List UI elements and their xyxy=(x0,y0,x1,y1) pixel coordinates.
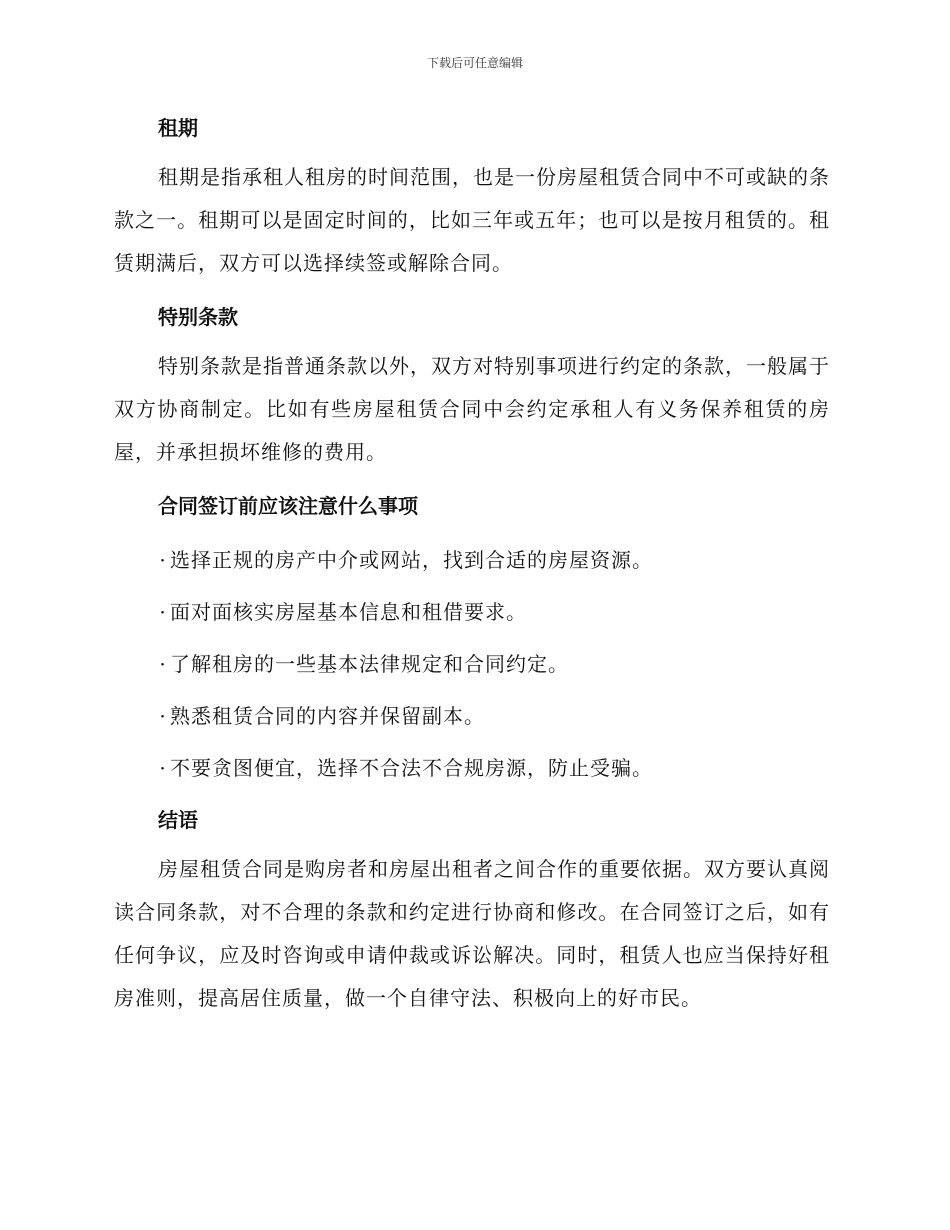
bullet-list xyxy=(114,534,830,794)
section-precautions xyxy=(114,486,830,800)
bullet-symbol: · xyxy=(159,704,167,728)
section-title: 特别条款 xyxy=(158,305,238,329)
section-paragraph: 特别条款是指普通条款以外，双方对特别事项进行约定的条款，一般属于双方协商制定。比如有些房屋租赁合同中会约定承租人有义务保养租赁的房屋，并承担损坏维修的费用。 xyxy=(114,354,830,464)
bullet-symbol: · xyxy=(159,600,167,624)
section-conclusion xyxy=(114,800,830,1020)
list-item xyxy=(114,638,830,690)
header-note: 下载后可任意编辑 xyxy=(426,56,523,70)
section-lease-term xyxy=(114,108,830,285)
section-title: 租期 xyxy=(158,116,198,140)
list-item-text: 熟悉租赁合同的内容并保留副本。 xyxy=(170,704,485,728)
section-paragraph: 房屋租赁合同是购房者和房屋出租者之间合作的重要依据。双方要认真阅读合同条款，对不合理的条款和约定进行协商和修改。在合同签订之后，如有任何争议，应及时咨询或申请仲裁或诉讼解决。同时，租赁人也应当保持好租房准则，提高居住质量，做一个自律守法、积极向上的好市民。 xyxy=(114,857,830,1010)
list-item-text: 了解租房的一些基本法律规定和合同约定。 xyxy=(170,652,569,676)
document-body xyxy=(114,108,830,1032)
section-paragraph: 租期是指承租人租房的时间范围，也是一份房屋租赁合同中不可或缺的条款之一。租期可以是固定时间的，比如三年或五年；也可以是按月租赁的。租赁期满后，双方可以选择续签或解除合同。 xyxy=(114,165,830,275)
section-title: 结语 xyxy=(158,808,198,832)
section-special-terms xyxy=(114,297,830,474)
list-item-text: 面对面核实房屋基本信息和租借要求。 xyxy=(170,600,527,624)
section-title: 合同签订前应该注意什么事项 xyxy=(158,494,418,518)
list-item xyxy=(114,690,830,742)
list-item-text: 选择正规的房产中介或网站，找到合适的房屋资源。 xyxy=(170,548,653,572)
bullet-symbol: · xyxy=(159,652,167,676)
list-item xyxy=(114,534,830,586)
bullet-symbol: · xyxy=(159,756,167,780)
bullet-symbol: · xyxy=(159,548,167,572)
list-item xyxy=(114,586,830,638)
list-item xyxy=(114,742,830,794)
list-item-text: 不要贪图便宜，选择不合法不合规房源，防止受骗。 xyxy=(170,756,653,780)
